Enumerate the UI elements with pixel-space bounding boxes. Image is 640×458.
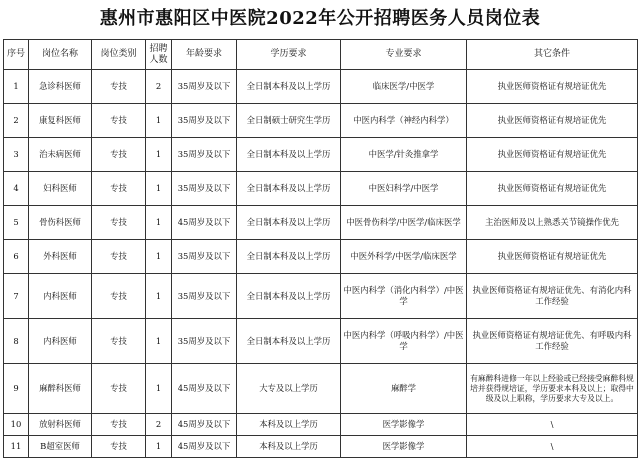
cell-other: 执业医师资格证有规培证优先 [467, 104, 638, 138]
cell-education: 本科及以上学历 [237, 436, 341, 458]
cell-other: \ [467, 414, 638, 436]
table-row [4, 274, 638, 319]
cell-education: 全日制本科及以上学历 [237, 319, 341, 364]
column-header: 其它条件 [467, 40, 638, 70]
cell-no: 8 [4, 319, 29, 364]
cell-category: 专技 [92, 138, 146, 172]
column-header: 年龄要求 [172, 40, 237, 70]
table-row [4, 319, 638, 364]
page-title: 惠州市惠阳区中医院2022年公开招聘医务人员岗位表 [99, 8, 541, 29]
cell-age: 45周岁及以下 [172, 206, 237, 240]
cell-category: 专技 [92, 206, 146, 240]
cell-count: 1 [146, 138, 172, 172]
cell-age: 35周岁及以下 [172, 240, 237, 274]
cell-other: 执业医师资格证有规培证优先 [467, 172, 638, 206]
cell-no: 3 [4, 138, 29, 172]
cell-position-name: 内科医师 [29, 319, 92, 364]
cell-education: 全日制硕士研究生学历 [237, 104, 341, 138]
cell-no: 1 [4, 70, 29, 104]
cell-category: 专技 [92, 104, 146, 138]
cell-count: 2 [146, 70, 172, 104]
cell-major: 医学影像学 [341, 436, 467, 458]
table-row [4, 104, 638, 138]
table-row [4, 172, 638, 206]
table-header-row [4, 40, 638, 70]
column-header: 岗位名称 [29, 40, 92, 70]
cell-position-name: 康复科医师 [29, 104, 92, 138]
cell-major: 中医内科学（消化内科学）/中医学 [341, 274, 467, 319]
cell-count: 1 [146, 364, 172, 414]
cell-position-name: 急诊科医师 [29, 70, 92, 104]
cell-no: 9 [4, 364, 29, 414]
cell-no: 4 [4, 172, 29, 206]
cell-education: 全日制本科及以上学历 [237, 70, 341, 104]
cell-count: 1 [146, 274, 172, 319]
cell-position-name: 麻醉科医师 [29, 364, 92, 414]
cell-count: 1 [146, 319, 172, 364]
column-header: 岗位类别 [92, 40, 146, 70]
cell-age: 45周岁及以下 [172, 364, 237, 414]
cell-other: \ [467, 436, 638, 458]
cell-other: 主治医师及以上熟悉关节镜操作优先 [467, 206, 638, 240]
cell-position-name: 放射科医师 [29, 414, 92, 436]
cell-position-name: 骨伤科医师 [29, 206, 92, 240]
cell-count: 2 [146, 414, 172, 436]
table-row [4, 414, 638, 436]
table-row [4, 364, 638, 414]
cell-other: 执业医师资格证有规培证优先、有消化内科工作经验 [467, 274, 638, 319]
cell-major: 麻醉学 [341, 364, 467, 414]
cell-age: 35周岁及以下 [172, 138, 237, 172]
cell-age: 35周岁及以下 [172, 319, 237, 364]
column-header: 招聘人数 [146, 40, 172, 70]
table-row [4, 240, 638, 274]
table-row [4, 436, 638, 458]
cell-major: 中医妇科学/中医学 [341, 172, 467, 206]
cell-position-name: 内科医师 [29, 274, 92, 319]
cell-count: 1 [146, 240, 172, 274]
cell-category: 专技 [92, 436, 146, 458]
cell-education: 全日制本科及以上学历 [237, 138, 341, 172]
cell-other: 执业医师资格证有规培证优先 [467, 70, 638, 104]
cell-age: 35周岁及以下 [172, 274, 237, 319]
cell-category: 专技 [92, 172, 146, 206]
cell-major: 中医内科学（呼吸内科学）/中医学 [341, 319, 467, 364]
cell-other: 执业医师资格证有规培证优先 [467, 138, 638, 172]
cell-other: 有麻醉科进修一年以上经验或已经接受麻醉科规培并获得规培证，学历要求本科及以上；取得中级及以上职称，学历要求大专及以上。 [467, 364, 638, 414]
cell-other: 执业医师资格证有规培证优先 [467, 240, 638, 274]
cell-age: 45周岁及以下 [172, 436, 237, 458]
cell-category: 专技 [92, 319, 146, 364]
cell-major: 中医外科学/中医学/临床医学 [341, 240, 467, 274]
cell-category: 专技 [92, 240, 146, 274]
cell-position-name: 妇科医师 [29, 172, 92, 206]
column-header: 序号 [4, 40, 29, 70]
cell-count: 1 [146, 206, 172, 240]
cell-category: 专技 [92, 274, 146, 319]
cell-position-name: 治未病医师 [29, 138, 92, 172]
cell-count: 1 [146, 436, 172, 458]
cell-education: 全日制本科及以上学历 [237, 206, 341, 240]
cell-category: 专技 [92, 70, 146, 104]
table-row [4, 138, 638, 172]
cell-major: 中医内科学（神经内科学） [341, 104, 467, 138]
cell-position-name: 外科医师 [29, 240, 92, 274]
cell-major: 中医学/针灸推拿学 [341, 138, 467, 172]
column-header: 学历要求 [237, 40, 341, 70]
cell-no: 10 [4, 414, 29, 436]
cell-no: 11 [4, 436, 29, 458]
cell-age: 35周岁及以下 [172, 104, 237, 138]
cell-no: 6 [4, 240, 29, 274]
cell-education: 本科及以上学历 [237, 414, 341, 436]
cell-age: 45周岁及以下 [172, 414, 237, 436]
cell-no: 7 [4, 274, 29, 319]
cell-age: 35周岁及以下 [172, 172, 237, 206]
cell-category: 专技 [92, 364, 146, 414]
cell-major: 临床医学/中医学 [341, 70, 467, 104]
table-row [4, 206, 638, 240]
cell-education: 全日制本科及以上学历 [237, 172, 341, 206]
table-row [4, 70, 638, 104]
cell-no: 5 [4, 206, 29, 240]
job-positions-table [3, 39, 638, 458]
cell-count: 1 [146, 104, 172, 138]
cell-position-name: B超室医师 [29, 436, 92, 458]
cell-education: 全日制本科及以上学历 [237, 240, 341, 274]
cell-education: 全日制本科及以上学历 [237, 274, 341, 319]
cell-no: 2 [4, 104, 29, 138]
cell-education: 大专及以上学历 [237, 364, 341, 414]
cell-major: 医学影像学 [341, 414, 467, 436]
cell-count: 1 [146, 172, 172, 206]
column-header: 专业要求 [341, 40, 467, 70]
cell-major: 中医骨伤科学/中医学/临床医学 [341, 206, 467, 240]
cell-other: 执业医师资格证有规培证优先、有呼吸内科工作经验 [467, 319, 638, 364]
cell-age: 35周岁及以下 [172, 70, 237, 104]
cell-category: 专技 [92, 414, 146, 436]
